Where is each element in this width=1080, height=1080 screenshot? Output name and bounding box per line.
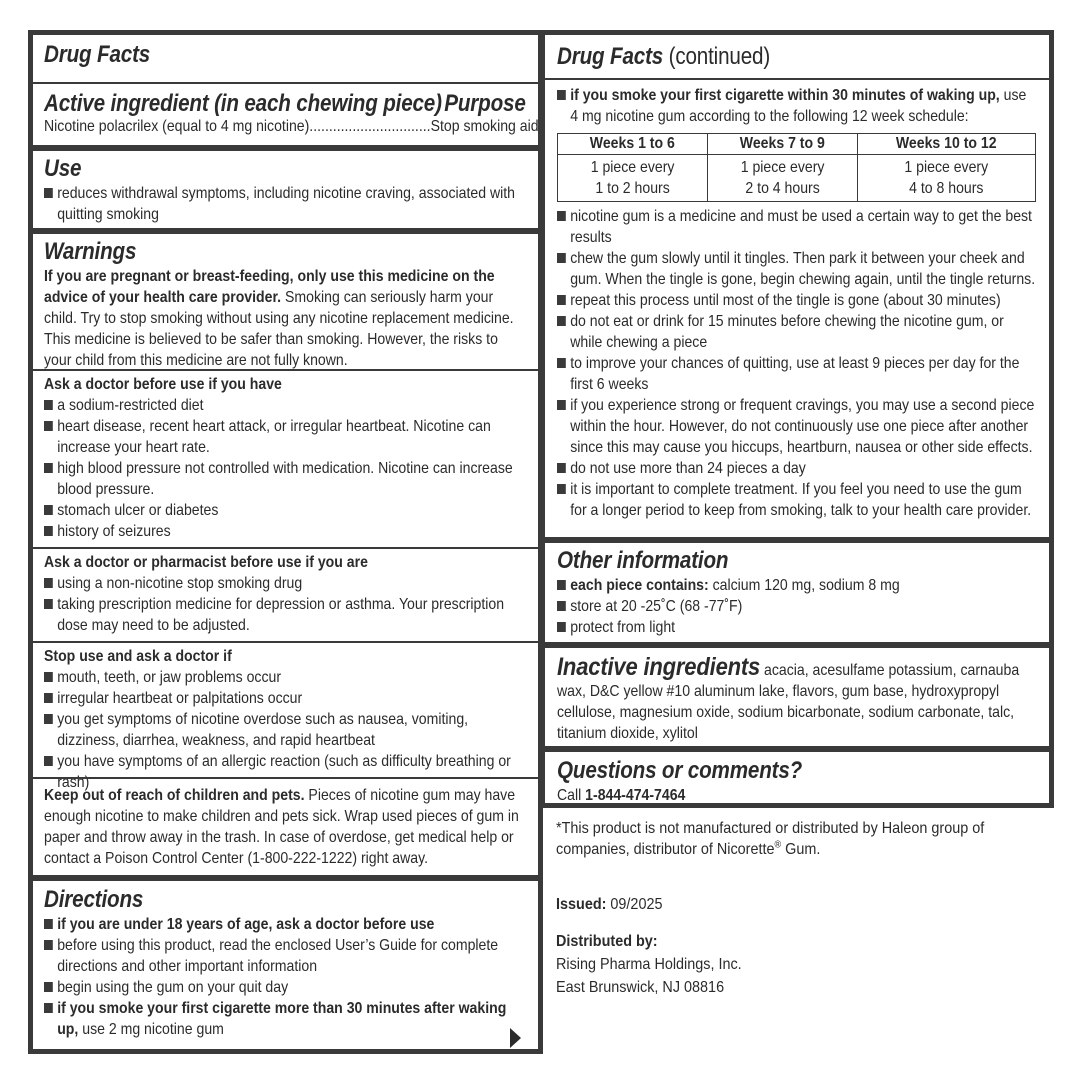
drug-facts-panel-left <box>28 30 543 1054</box>
directions-item4-bold: if you smoke your first cigarette more than 30 minutes after waking up, <box>57 1000 507 1038</box>
purpose-heading: Purpose <box>444 90 526 117</box>
keep-out-bold: Keep out of reach of children and pets. <box>44 787 305 804</box>
ask-pharmacist-item: taking prescription medicine for depression or asthma. Your prescription dose may need to be adjusted. <box>44 594 528 636</box>
table-cell-line: 1 to 2 hours <box>595 180 670 197</box>
use-item: reduces withdrawal symptoms, including nicotine craving, associated with quitting smoking <box>44 183 528 225</box>
ask-pharmacist-section <box>33 547 538 639</box>
table-header-text: Weeks 7 to 9 <box>740 135 826 152</box>
table-cell <box>858 155 1036 202</box>
inactive-ingredients-block <box>557 653 1039 744</box>
distributor-company: Rising Pharma Holdings, Inc. <box>556 956 742 973</box>
pregnancy-warning-text: Smoking can seriously harm your child. Try to stop smoking without using any nicotine replacement medicine. This medicine is believed to be safer than smoking. However, the risks to your child from this medicine are not fully known. <box>44 289 514 369</box>
table-header-cell <box>708 134 858 155</box>
table-cell-line: 4 to 8 hours <box>909 180 984 197</box>
pregnancy-warning <box>44 266 528 371</box>
table-header-text: Weeks 10 to 12 <box>896 135 998 152</box>
first-cigarette-bold: if you smoke your first cigarette within 30 minutes of waking up, <box>570 87 1000 104</box>
ask-doctor-item: history of seizures <box>44 521 528 542</box>
drug-facts-title: Drug Facts <box>44 41 151 68</box>
drug-facts-continued-suffix: (continued) <box>663 43 771 70</box>
stop-use-item: you have symptoms of an allergic reaction (such as difficulty breathing or rash) <box>44 751 528 793</box>
ask-pharmacist-heading: Ask a doctor or pharmacist before use if you are <box>44 554 368 571</box>
drug-facts-title-section <box>33 41 538 69</box>
phone-number: 1-844-474-7464 <box>585 787 686 804</box>
disclaimer-part-a: *This product is not manufactured or distributed by Haleon group of companies, distributor of Nicorette <box>556 820 985 858</box>
table-cell-line: 1 piece every <box>904 159 989 176</box>
ask-doctor-heading: Ask a doctor before use if you have <box>44 376 282 393</box>
warnings-heading: Warnings <box>44 238 137 265</box>
distributor-block <box>556 930 742 999</box>
directions-item: chew the gum slowly until it tingles. Then park it between your cheek and gum. When the tingle is gone, begin chewing again, until the tingle returns. <box>557 248 1038 290</box>
directions-item: if you experience strong or frequent cravings, you may use a second piece within the hour. However, do not continuously use one piece after another since this may cause you hiccups, heartburn, nausea or other side effects. <box>557 395 1038 458</box>
directions-item: do not use more than 24 pieces a day <box>557 458 1038 479</box>
drug-facts-continued-title-main: Drug Facts <box>557 43 664 70</box>
table-cell-line: 1 piece every <box>590 159 675 176</box>
directions-item <box>557 85 1038 127</box>
disclaimer-text <box>556 818 1042 860</box>
table-cell-line: 2 to 4 hours <box>745 180 820 197</box>
directions-item <box>44 998 528 1040</box>
ask-pharmacist-item: using a non-nicotine stop smoking drug <box>44 573 528 594</box>
stop-use-item: irregular heartbeat or palpitations occur <box>44 688 528 709</box>
table-row <box>558 155 1036 202</box>
keep-out-section <box>33 777 538 871</box>
table-header-row <box>558 134 1036 155</box>
pregnancy-warning-bold: If you are pregnant or breast-feeding, only use this medicine on the advice of your health care provider. <box>44 268 495 306</box>
ask-doctor-item: stomach ulcer or diabetes <box>44 500 528 521</box>
distributor-address: East Brunswick, NJ 08816 <box>556 979 725 996</box>
questions-heading: Questions or comments? <box>557 757 803 784</box>
other-info-item1-text: calcium 120 mg, sodium 8 mg <box>708 577 900 594</box>
other-info-item: store at 20 -25˚C (68 -77˚F) <box>557 596 1039 617</box>
table-cell-line: 1 piece every <box>740 159 825 176</box>
issued-label: Issued: <box>556 896 607 913</box>
stop-use-section <box>33 641 538 791</box>
drug-facts-panel-right <box>540 30 1054 808</box>
table-header-cell <box>858 134 1036 155</box>
directions-item: do not eat or drink for 15 minutes before chewing the nicotine gum, or while chewing a piece <box>557 311 1038 353</box>
table-cell <box>558 155 708 202</box>
continue-arrow-icon <box>510 1028 521 1048</box>
ask-doctor-item: heart disease, recent heart attack, or irregular heartbeat. Nicotine can increase your heart rate. <box>44 416 528 458</box>
other-info-item1-bold: each piece contains: <box>570 577 709 594</box>
directions-section <box>33 875 538 1055</box>
directions-item: if you are under 18 years of age, ask a doctor before use <box>44 914 528 935</box>
first-cigarette-text: use 4 mg nicotine gum according to the following 12 week schedule: <box>570 87 1027 125</box>
use-section <box>33 145 538 230</box>
drug-facts-continued-title-section <box>545 43 1049 71</box>
inactive-ingredients-section <box>545 642 1049 746</box>
directions-heading: Directions <box>44 886 144 913</box>
active-ingredient-section <box>33 82 538 137</box>
dosing-schedule-table <box>557 133 1036 202</box>
ask-doctor-item: high blood pressure not controlled with medication. Nicotine can increase blood pressure. <box>44 458 528 500</box>
stop-use-heading: Stop use and ask a doctor if <box>44 648 232 665</box>
table-cell <box>708 155 858 202</box>
call-label: Call <box>557 787 586 804</box>
warnings-section <box>33 228 538 369</box>
inactive-ingredients-text: acacia, acesulfame potassium, carnauba wax, D&C yellow #10 aluminum lake, flavors, gum base, hydroxypropyl cellulose, magnesium oxide, sodium bicarbonate, sodium carbonate, talc, titanium dioxide, xylitol <box>557 662 1020 742</box>
keep-out-warning <box>44 785 528 869</box>
active-ingredient-heading: Active ingredient (in each chewing piece) <box>44 90 442 117</box>
questions-section <box>545 746 1049 811</box>
ask-doctor-item: a sodium-restricted diet <box>44 395 528 416</box>
other-info-item: protect from light <box>557 617 1039 638</box>
table-header-cell <box>558 134 708 155</box>
directions-item: it is important to complete treatment. If you feel you need to use the gum for a longer period to keep from smoking, talk to your health care provider. <box>557 479 1038 521</box>
directions-item: begin using the gum on your quit day <box>44 977 528 998</box>
table-header-text: Weeks 1 to 6 <box>590 135 676 152</box>
distributed-by-label: Distributed by: <box>556 933 658 950</box>
registered-mark: ® <box>774 839 782 851</box>
keep-out-text: Pieces of nicotine gum may have enough nicotine to make children and pets sick. Wrap used pieces of gum in paper and throw away in the trash. In case of overdose, get medical help or contact a Poison Control Center (1-800-222-1222) right away. <box>44 787 519 867</box>
other-info-item <box>557 575 1039 596</box>
directions-item: nicotine gum is a medicine and must be used a certain way to get the best results <box>557 206 1038 248</box>
directions-item: to improve your chances of quitting, use at least 9 pieces per day for the first 6 weeks <box>557 353 1038 395</box>
active-ingredient-line: Nicotine polacrilex (equal to 4 mg nicotine)...............................Stop smoking aid <box>44 118 539 135</box>
directions-continued-section <box>545 78 1049 538</box>
stop-use-item: mouth, teeth, or jaw problems occur <box>44 667 528 688</box>
drug-facts-continued-title <box>557 43 970 71</box>
directions-item4-text: use 2 mg nicotine gum <box>78 1021 224 1038</box>
other-information-section <box>545 537 1049 641</box>
ask-doctor-section <box>33 369 538 543</box>
issued-line <box>556 894 662 915</box>
use-heading: Use <box>44 155 82 182</box>
other-information-heading: Other information <box>557 547 729 574</box>
inactive-ingredients-heading: Inactive ingredients <box>557 653 761 681</box>
stop-use-item: you get symptoms of nicotine overdose such as nausea, vomiting, dizziness, diarrhea, weakness, and rapid heartbeat <box>44 709 528 751</box>
directions-item: before using this product, read the enclosed User’s Guide for complete directions and other important information <box>44 935 528 977</box>
disclaimer-part-b: Gum. <box>781 841 821 858</box>
issued-date: 09/2025 <box>606 896 663 913</box>
directions-item: repeat this process until most of the tingle is gone (about 30 minutes) <box>557 290 1038 311</box>
